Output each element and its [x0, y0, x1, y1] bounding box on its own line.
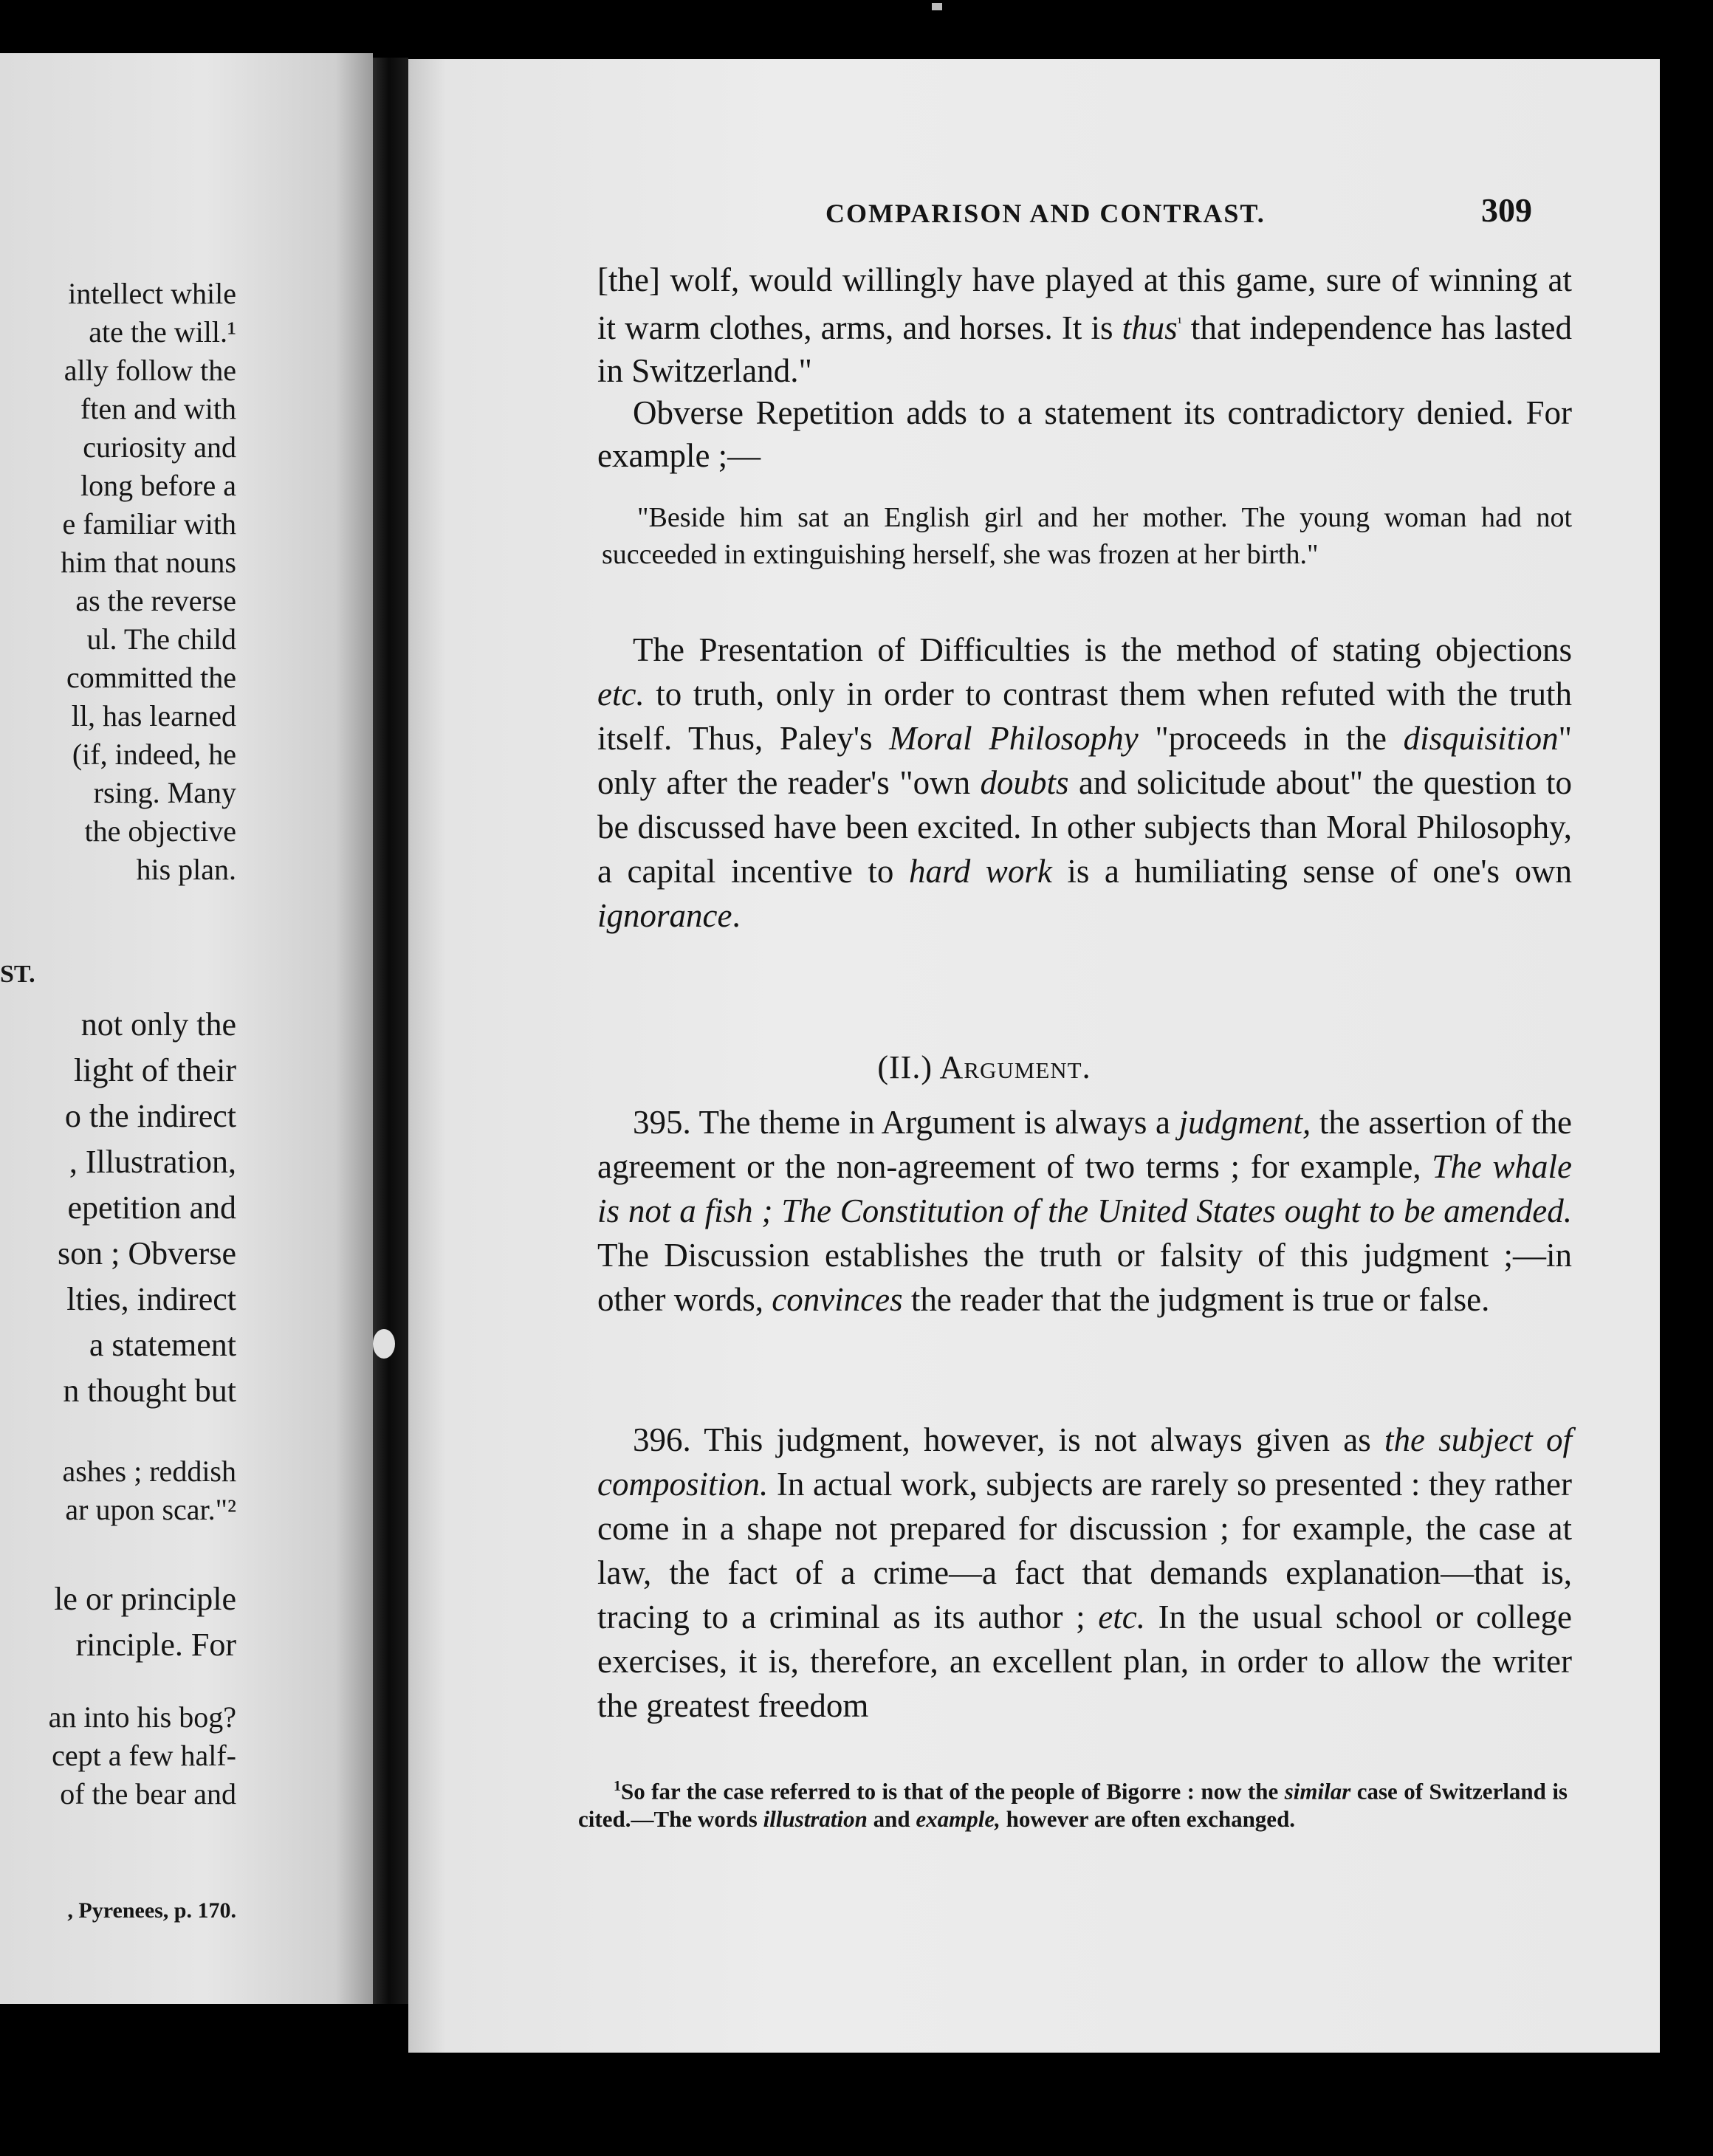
running-head: COMPARISON AND CONTRAST. [825, 199, 1266, 228]
italic-text: doubts [980, 764, 1069, 801]
scan-speck [932, 3, 942, 10]
text-run: and solicitude about" the question to be discussed have been excited. In other subjects than Moral Philosophy, a capital incentive to [597, 764, 1572, 890]
text-run: case of Switzerland is cited.—The words [578, 1778, 1568, 1833]
italic-text: etc. [597, 676, 645, 713]
left-line: an into his bog? [48, 1700, 236, 1734]
left-page-text-lower2 [0, 1580, 236, 1672]
left-line: ar upon scar."² [65, 1493, 236, 1526]
italic-text: etc. [1098, 1599, 1145, 1635]
italic-text: illustration [763, 1806, 868, 1833]
left-line: , Illustration, [69, 1144, 236, 1180]
text-run: The theme in Argument is always a [690, 1104, 1179, 1141]
left-line: ften and with [80, 392, 236, 425]
left-line: rsing. Many [93, 776, 236, 809]
block-quote: "Beside him sat an English girl and her mother. The young woman had not succeeded in extinguishing herself, she was frozen at her birth." [602, 502, 1572, 570]
left-line: ashes ; reddish [62, 1455, 236, 1488]
italic-text: example, [916, 1806, 1000, 1833]
italic-text: The whale is not a fish ; The Constitution of the United States ought to be amended. [597, 1148, 1572, 1229]
paragraph-obverse-repetition: Obverse Repetition adds to a statement its contradictory denied. For example ;— [597, 394, 1572, 474]
italic-text: hard work [908, 853, 1052, 890]
text-run: to truth, only in order to contrast them when refuted with the truth itself. Thus, Paley's [597, 676, 1572, 757]
left-line: n thought but [63, 1373, 236, 1409]
left-line: ll, has learned [71, 699, 236, 732]
text-run: This judgment, however, is not always given as [690, 1421, 1384, 1458]
paragraph-continued [597, 258, 1572, 392]
left-line: ally follow the [63, 354, 236, 387]
left-line: as the reverse [75, 584, 236, 617]
text-run: The Discussion establishes the truth or falsity of this judgment ;—in other words, [597, 1237, 1572, 1318]
italic-text: convinces [772, 1281, 903, 1318]
left-line: e familiar with [62, 507, 236, 540]
left-section-fragment: ST. [0, 961, 35, 988]
left-footnote-fragment: , Pyrenees, p. 170. [67, 1898, 236, 1923]
left-line: ul. The child [86, 622, 236, 656]
text-run: the reader that the judgment is true or false. [902, 1281, 1490, 1318]
left-line: a statement [89, 1327, 236, 1363]
left-line: intellect while [68, 277, 236, 310]
footnote-marker: 1 [614, 1778, 621, 1794]
text-run: In actual work, subjects are rarely so presented : they rather come in a shape not prepared for discussion ; for example, the case at law, the fact of a crime—a fact that demands explanation—that is, tracing to a criminal as its author ; [597, 1466, 1572, 1635]
left-line: curiosity and [83, 430, 236, 464]
text-run: "proceeds in the [1138, 720, 1404, 757]
left-line: of the bear and [60, 1777, 236, 1810]
footnote [578, 1772, 1568, 1833]
text-run: In the usual school or college exercises, it is, therefore, an excellent plan, in order to allow the writer the greatest freedom [597, 1599, 1572, 1724]
text-run: . [732, 897, 741, 934]
left-line: cept a few half- [52, 1739, 236, 1772]
paragraph-395 [597, 1100, 1572, 1322]
left-page-text-bottom [0, 1698, 236, 1813]
left-page-text-lower [0, 1452, 236, 1529]
italic-text: disquisition [1403, 720, 1559, 757]
text-run: is a humiliating sense of one's own [1051, 853, 1572, 890]
italic-text: similar [1284, 1778, 1351, 1805]
left-line: the objective [84, 814, 236, 848]
left-line: epetition and [67, 1189, 236, 1226]
paragraph-difficulties [597, 628, 1572, 938]
text-run: however are often exchanged. [1000, 1806, 1296, 1833]
left-line: committed the [66, 661, 236, 694]
page-number: 309 [1481, 191, 1532, 229]
italic-text: the subject of composition. [597, 1421, 1572, 1503]
left-line: le or principle [54, 1581, 236, 1617]
text-run: The Presentation of Difficulties is the method of stating objections [633, 631, 1572, 668]
left-line: light of their [74, 1052, 236, 1088]
text-run: and [867, 1806, 916, 1833]
paragraph-396 [597, 1418, 1572, 1728]
left-line: his plan. [136, 853, 236, 886]
left-line: (if, indeed, he [72, 738, 236, 771]
right-page [408, 59, 1660, 2053]
text-run: that independence has lasted in Switzerland." [597, 309, 1573, 389]
left-line: o the indirect [64, 1098, 236, 1134]
left-line: him that nouns [61, 546, 236, 579]
italic-text: thus [1122, 309, 1178, 346]
text-run: So far the case referred to is that of the people of Bigorre : now the [621, 1778, 1285, 1805]
left-line: long before a [80, 469, 236, 502]
section-heading-argument: (II.) Argument. [877, 1049, 1091, 1085]
left-line: rinciple. For [75, 1627, 236, 1663]
left-page-text-middle [0, 1006, 236, 1418]
left-page-text-top [0, 275, 236, 889]
left-page [0, 53, 373, 2004]
italic-text: ignorance [597, 897, 732, 934]
scan-speck [373, 1329, 395, 1359]
paragraph-number: 396. [633, 1421, 691, 1458]
text-run: the assertion of the agreement or the non-agreement of two terms ; for example, [597, 1104, 1572, 1185]
left-line: not only the [80, 1006, 236, 1043]
italic-text: judgment, [1178, 1104, 1311, 1141]
text-run: [the] wolf, would willingly have played at this game, sure of winning at it warm clothes, arms, and horses. It is [597, 261, 1572, 346]
paragraph-number: 395. [633, 1104, 691, 1141]
text-run: " only after the reader's "own [597, 720, 1573, 801]
left-line: son ; Obverse [58, 1235, 236, 1271]
left-line: ate the will.¹ [89, 315, 236, 349]
italic-text: Moral Philosophy [889, 720, 1139, 757]
book-gutter [373, 58, 408, 2004]
footnote-marker: ¹ [1177, 315, 1182, 331]
left-line: lties, indirect [66, 1281, 236, 1317]
